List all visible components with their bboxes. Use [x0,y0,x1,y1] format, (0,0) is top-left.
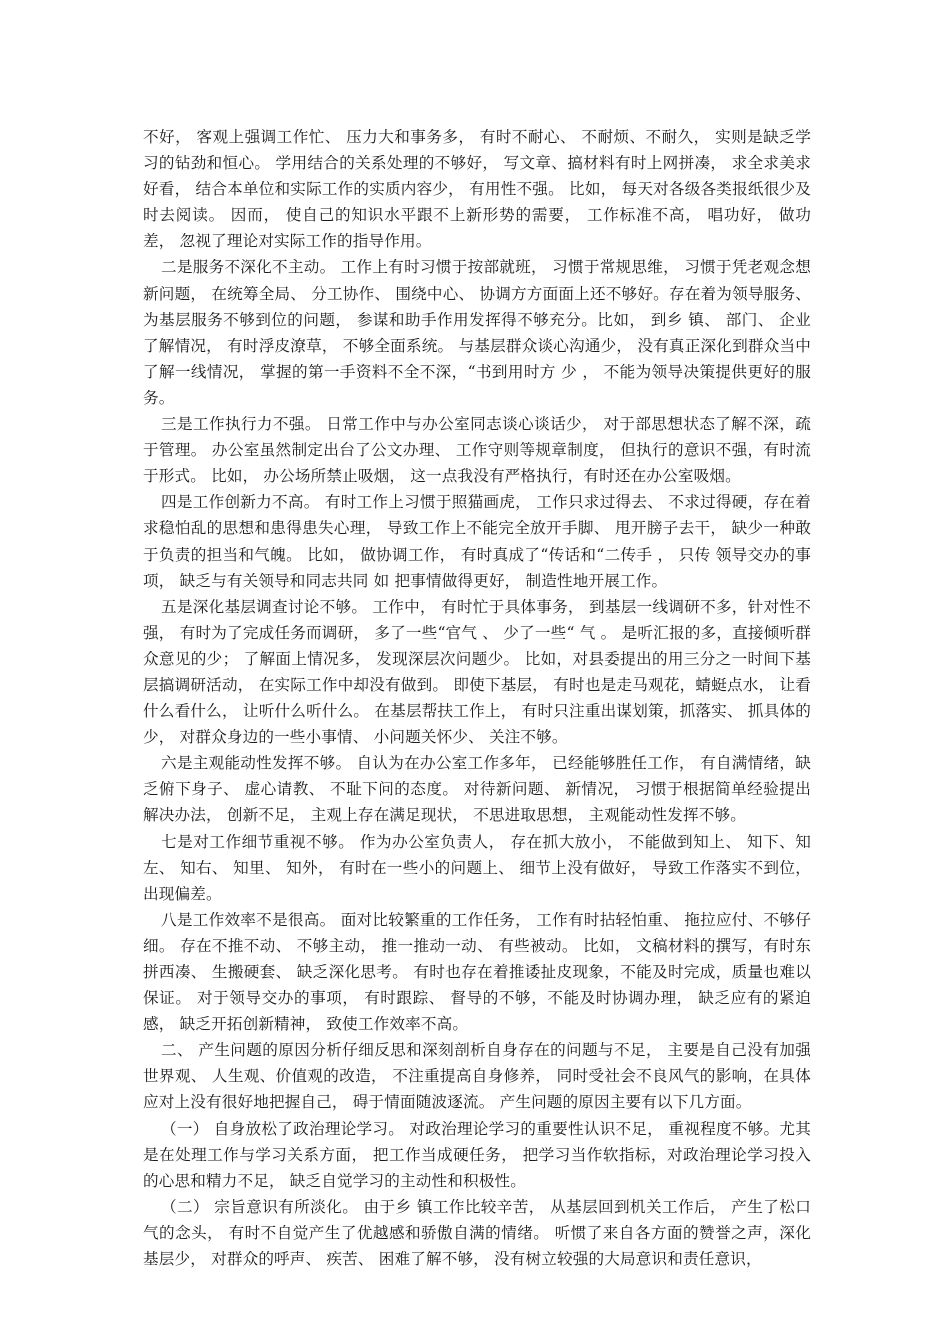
paragraph-service-issue: 二是服务不深化不主动。 工作上有时习惯于按部就班， 习惯于常规思维， 习惯于凭老观念想新问题， 在统筹全局、 分工协作、 围绕中心、 协调方方面面上还不够好。存在着为领导服务、 为基层服务不够到位的问题， 参谋和助手作用发挥得不够充分。比如， 到乡 镇、 部门、 企业了解情况， 有时浮皮潦草， 不够全面系统。 与基层群众谈心沟通少， 没有真正深化到群众当中了解一线情况， 掌握的第一手资料不全不深，“书到用时方 少 ， 不能为领导决策提供更好的服务。 [143,258,811,407]
paragraph-cause-purpose-awareness: （二） 宗旨意识有所淡化。 由于乡 镇工作比较辛苦， 从基层回到机关工作后， 产生了松口气的念头， 有时不自觉产生了优越感和骄傲自满的情绪。 听惯了来自各方面的赞誉之声，深化基层少， 对群众的呼声、 疾苦、 困难了解不够， 没有树立较强的大局意识和责任意识， [143,1197,811,1269]
paragraph-efficiency-issue: 八是工作效率不是很高。 面对比较繁重的工作任务， 工作有时拈轻怕重、 拖拉应付、不够仔细。 存在不推不动、 不够主动， 推一推动一动、 有些被动。 比如， 文稿材料的撰写，有时东拼西凑、 生搬硬套、 缺乏深化思考。 有时也存在着推诿扯皮现象，不能及时完成，质量也难以保证。 对于领导交办的事项， 有时跟踪、 督导的不够，不能及时协调办理， 缺乏应有的紧迫感， 缺乏开拓创新精神， 致使工作效率不高。 [143,910,811,1034]
paragraph-detail-issue: 七是对工作细节重视不够。 作为办公室负责人， 存在抓大放小， 不能做到知上、 知下、知左、 知右、 知里、 知外， 有时在一些小的问题上、 细节上没有做好， 导致工作落实不到位， 出现偏差。 [143,832,811,903]
paragraph-continued: 不好， 客观上强调工作忙、 压力大和事务多， 有时不耐心、 不耐烦、不耐久， 实则是缺乏学习的钻劲和恒心。 学用结合的关系处理的不够好， 写文章、搞材料有时上网拼凑， 求全求美求好看， 结合本单位和实际工作的实质内容少， 有用性不强。 比如， 每天对各级各类报纸很少及时去阅读。 因而， 使自己的知识水平跟不上新形势的需要， 工作标准不高， 唱功好， 做功差， 忽视了理论对实际工作的指导作用。 [143,128,811,251]
paragraph-cause-theory-study: （一） 自身放松了政治理论学习。 对政治理论学习的重要性认识不足， 重视程度不够。尤其是在处理工作与学习关系方面， 把工作当成硬任务， 把学习当作软指标，对政治理论学习投入的心思和精力不足， 缺乏自觉学习的主动性和积极性。 [143,1119,811,1190]
paragraph-initiative-issue: 六是主观能动性发挥不够。 自认为在办公室工作多年， 已经能够胜任工作， 有自满情绪，缺乏俯下身子、 虚心请教、 不耻下问的态度。 对待新问题、 新情况， 习惯于根据简单经验提出解决办法， 创新不足， 主观上存在满足现状， 不思进取思想， 主观能动性发挥不够。 [143,754,811,825]
paragraph-execution-issue: 三是工作执行力不强。 日常工作中与办公室同志谈心谈话少， 对于部思想状态了解不深，疏于管理。 办公室虽然制定出台了公文办理、 工作守则等规章制度， 但执行的意识不强，有时流于形式。 比如， 办公场所禁止吸烟， 这一点我没有严格执行，有时还在办公室吸烟。 [143,415,811,486]
section-heading-cause-analysis: 二、 产生问题的原因分析仔细反思和深刻剖析自身存在的问题与不足， 主要是自己没有加强世界观、 人生观、价值观的改造， 不注重提高自身修养， 同时受社会不良风气的影响，在具体应对上没有很好地把握自己， 碍于情面随波逐流。 产生问题的原因主要有以下几方面。 [143,1041,811,1112]
paragraph-innovation-issue: 四是工作创新力不高。 有时工作上习惯于照猫画虎， 工作只求过得去、 不求过得硬，存在着求稳怕乱的思想和患得患失心理， 导致工作上不能完全放开手脚、 甩开膀子去干， 缺少一种敢于负责的担当和气魄。 比如， 做协调工作， 有时真成了“传话和“二传手 ， 只传 领导交办的事项， 缺乏与有关领导和同志共同 如 把事情做得更好， 制造性地开展工作。 [143,493,811,590]
paragraph-research-issue: 五是深化基层调查讨论不够。 工作中， 有时忙于具体事务， 到基层一线调研不多，针对性不强， 有时为了完成任务而调研， 多了一些“官气 、 少了一些“ 气 。 是听汇报的多，直接倾听群众意见的少； 了解面上情况多， 发现深层次问题少。 比如，对县委提出的用三分之一时间下基层搞调研活动， 在实际工作中却没有做到。 即使下基层， 有时也是走马观花，蜻蜓点水， 让看什么看什么， 让听什么听什么。 在基层帮扶工作上， 有时只注重出谋划策，抓落实、 抓具体的少， 对群众身边的一些小事情、 小问题关怀少、 关注不够。 [143,597,811,747]
document-page [143,124,811,1272]
